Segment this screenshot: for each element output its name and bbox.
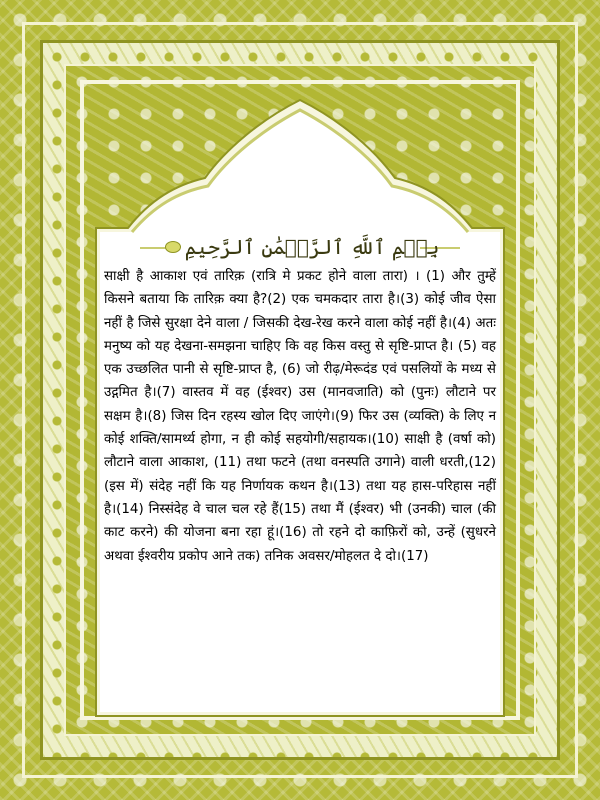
verse-marker-icon — [165, 241, 181, 253]
verse-text: साक्षी है आकाश एवं तारिक़ (रात्रि मे प्रकट होने वाला तारा) । (1) और तुम्हें किसने बताया कि तारिक़ क्या है?(2) एक चमकदार तारा है।(3) कोई जीव ऐसा नहीं है जिसे सुरक्षा देने वाला / जिसकी देख-रेख करने वाला कोई नहीं है।(4) अतः मनुष्य को यह देखना-समझना चाहिए कि वह किस वस्तु से सृष्टि-प्राप्त है। (5) वह एक उच्छलित पानी से सृष्टि-प्राप्त है, (6) जो रीढ़/मेरूदंड एवं पसलियों के मध्य से उद्गमित है।(7) वास्तव में वह (ईश्वर) उस (मानवजाति) को (पुनः) लौटाने पर सक्षम है।(8) जिस दिन रहस्य खोल दिए जाएंगे।(9) फिर उस (व्यक्ति) के लिए न कोई शक्ति/सामर्थ्य होगा, न ही कोई सहयोगी/सहायक।(10) साक्षी है (वर्षा को) लौटाने वाला आकाश, (11) तथा फटने (तथा वनस्पति उगाने) वाली धरती,(12) (इस में) संदेह नहीं कि यह निर्णायक कथन है।(13) तथा यह हास-परिहास नहीं है।(14) निस्संदेह वे चाल चल रहे हैं(15) तथा मैं (ईश्वर) भी (उनकी) चाल (की काट करने) की योजना बना रहा हूं।(16) तो रहने दो काफ़िरों को, उन्हें (सुधरने अथवा ईश्वरीय प्रकोप आने तक) तनिक अवसर/मोहलत दे दो।(17) — [104, 269, 496, 564]
bismillah-heading — [140, 232, 460, 262]
bismillah-text: بِسۡمِ ٱللَّهِ ٱلرَّحۡمَٰنِ ٱلرَّحِيمِ — [184, 235, 440, 259]
